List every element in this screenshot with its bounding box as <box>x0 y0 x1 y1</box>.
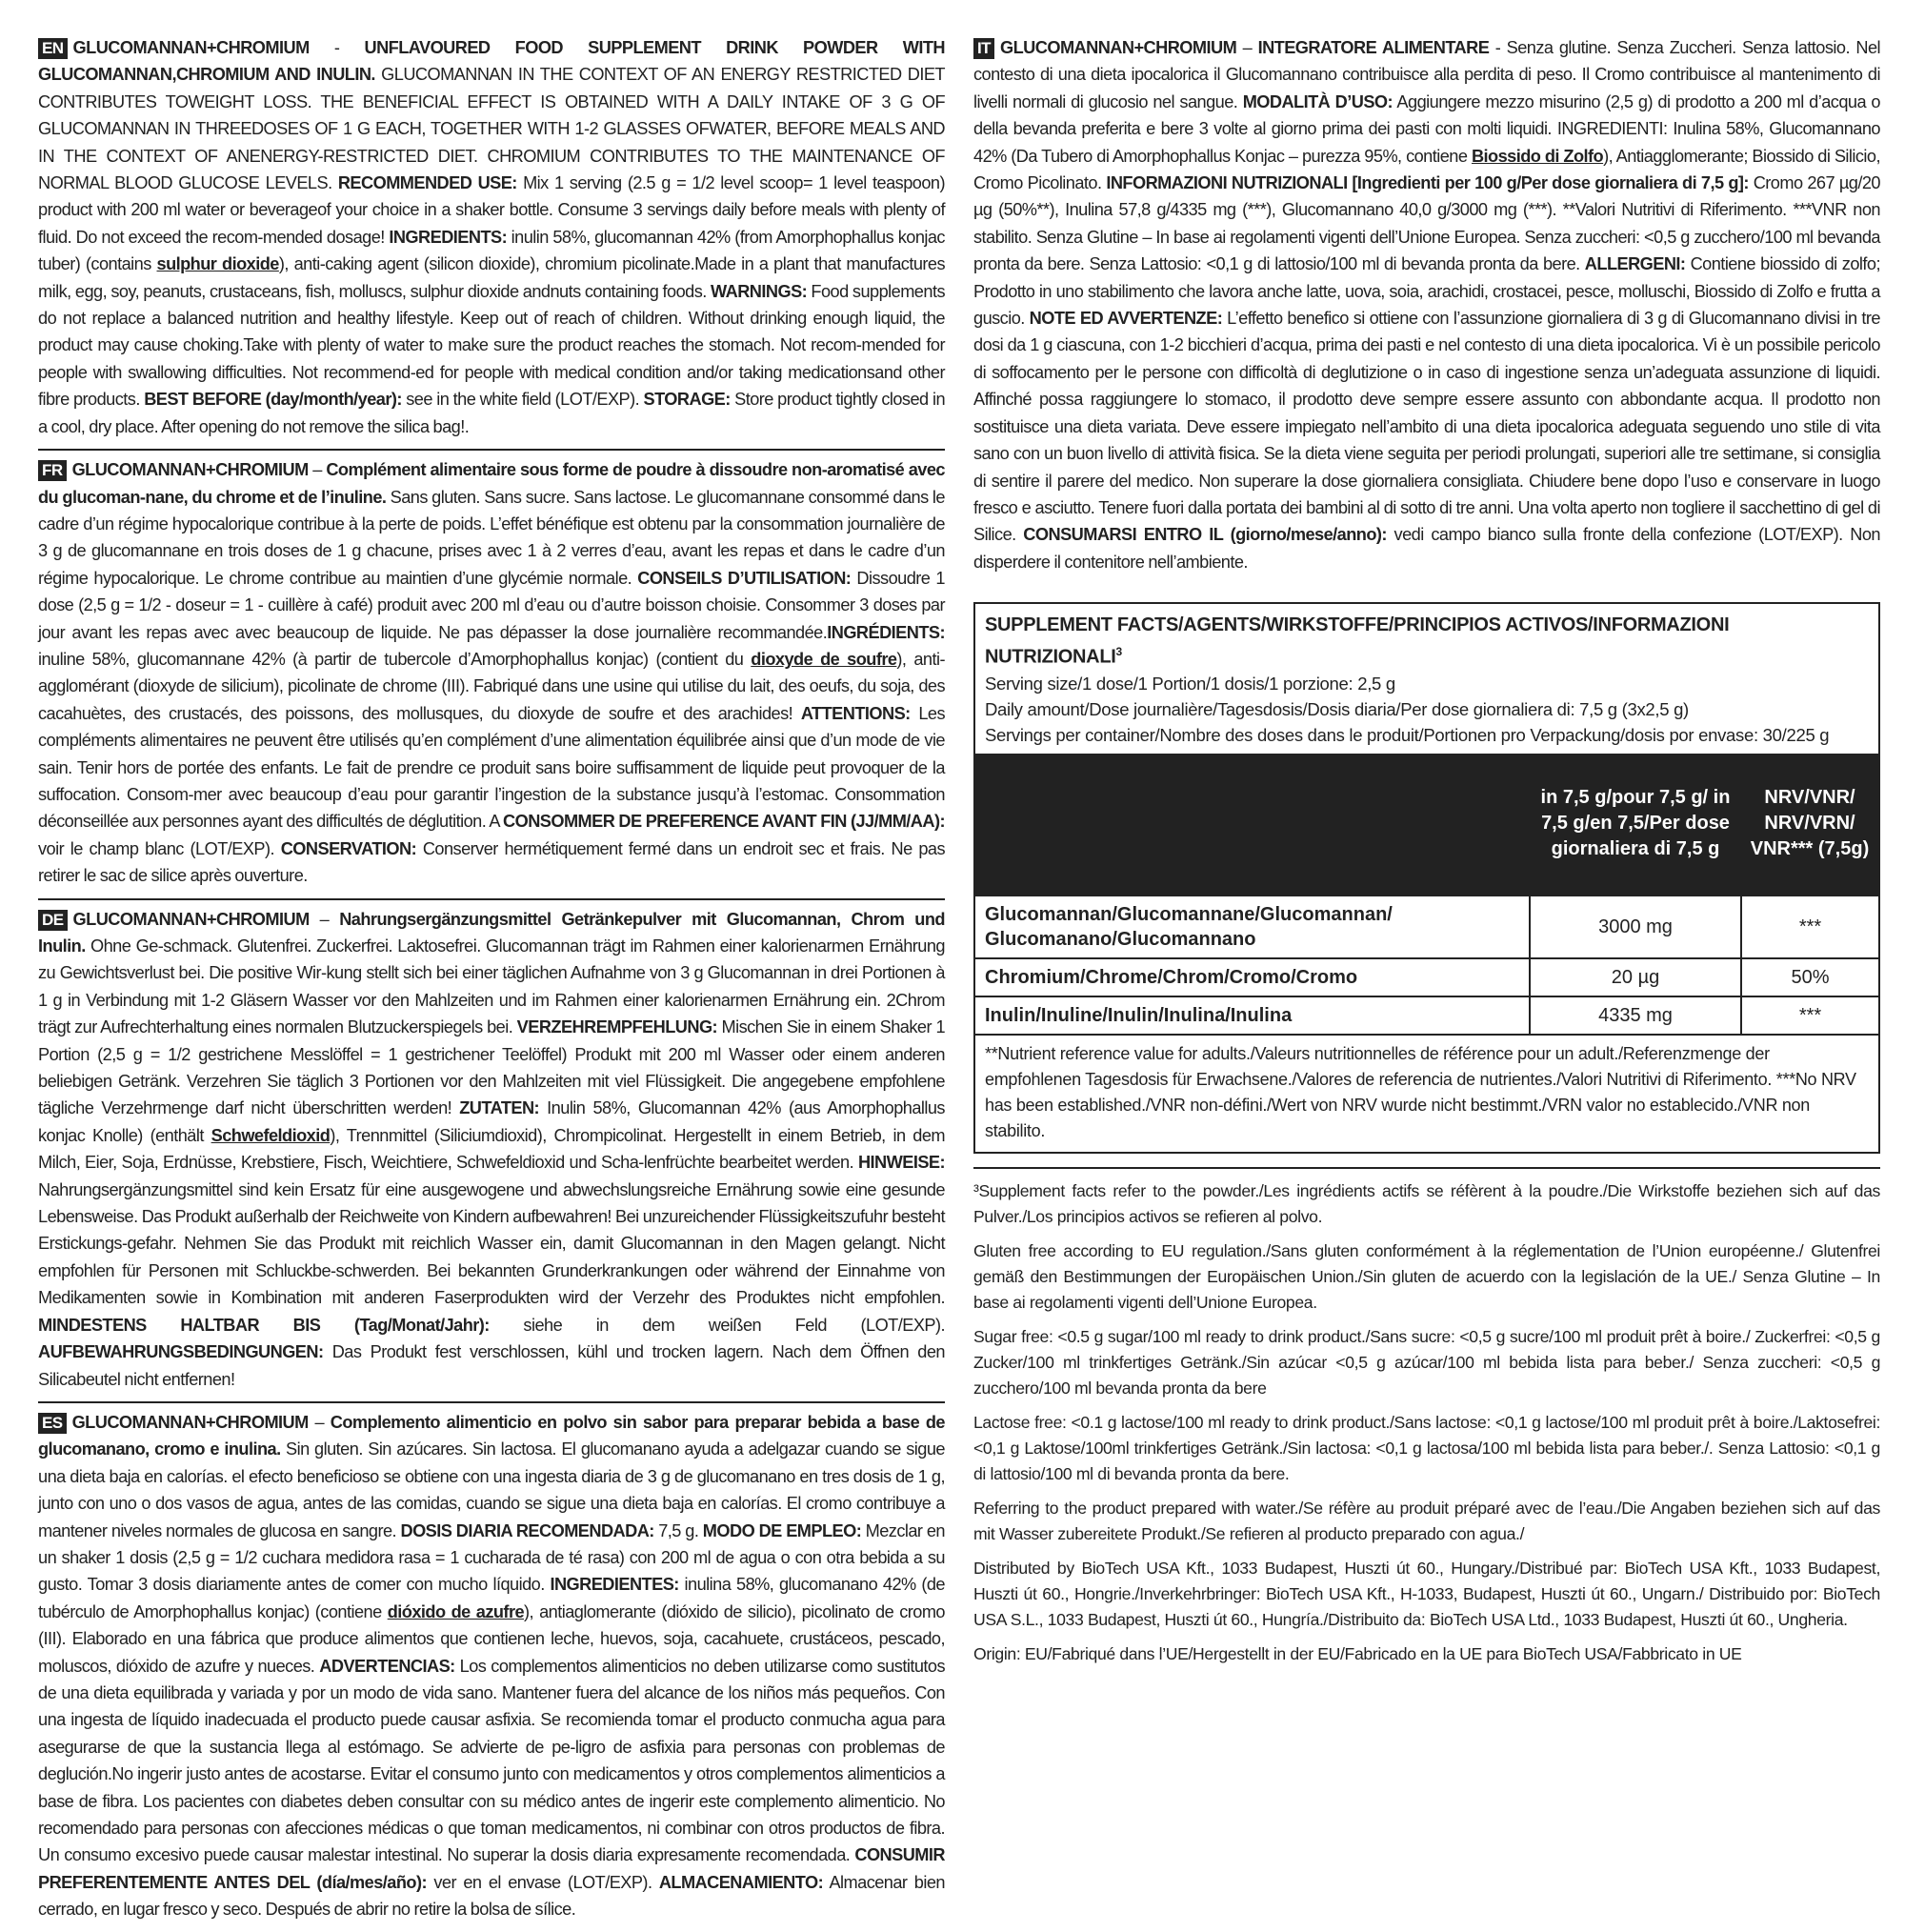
note-lactose-free: Lactose free: <0.1 g lactose/100 ml ready to drink product./Sans lactose: <0,1 g lactose/100 ml produit prêt à boire./Laktosefrei: <0,1 g Laktose/100ml trinkfertiges Getränk./Sin lactosa: <0,1 g lactosa/100 ml bebida lista para beber./. Senza Lattosio: <0,1 g di lattosio/100 ml di bevanda pronta da bere. <box>973 1412 1880 1483</box>
column-header-name <box>975 754 1530 896</box>
body-text: Almacenar bien cerrado, en lugar fresco y seco. Después de abrir no retire la bolsa de sílice. <box>38 1872 945 1920</box>
product-subtitle: INTEGRATORE ALIMENTARE <box>1257 38 1490 57</box>
body-text: ), Trennmittel (Siliciumdioxid), Chrompicolinat. Hergestellt in einem Betrieb, in dem Milch, Eier, Soja, Erdnüsse, Krebstiere, Fisch, Weichtiere, Schwefeldioxid und Scha-lenfrüchte bearbeitet werden. <box>38 1125 945 1173</box>
product-subtitle: Nahrungsergänzungsmittel Getränkepulver mit Glucomannan, Chrom und Inulin. <box>38 909 945 956</box>
footnote-marker: 3 <box>1115 645 1122 659</box>
note-origin: Origin: EU/Fabriqué dans l’UE/Hergestellt in der EU/Fabricado en la UE para BioTech USA/Fabbricato in UE <box>973 1643 1742 1663</box>
table-header-row <box>975 754 1878 896</box>
body-text: siehe in dem weißen Feld (LOT/EXP). <box>489 1315 945 1335</box>
nutrient-amount: 20 µg <box>1530 958 1741 996</box>
body-text: Sin gluten. Sin azúcares. Sin lactosa. El glucomanano ayuda a adelgazar cuando se sigue una dieta baja en calorías. el efecto beneficioso se obtiene con una ingesta diaria de 3 g de glucomanano en tres dosis de 1 g, junto con uno o dos vasos de agua, antes de las comidas, cuando se sigue una dieta baja en calorías. El cromo contribuye a mantener niveles normales de glucosa en sangre. <box>38 1439 945 1540</box>
heading-warnings: HINWEISE: <box>857 1153 945 1173</box>
separator: - <box>309 38 365 57</box>
heading-ingredients: INGREDIENTES: <box>550 1575 679 1595</box>
product-title: GLUCOMANNAN+CHROMIUM <box>71 1412 309 1432</box>
allergen: Schwefeldioxid <box>211 1125 331 1145</box>
separator: – <box>308 1412 331 1432</box>
heading-storage: STORAGE: <box>643 390 731 410</box>
language-badge-en: EN <box>38 38 68 59</box>
nutrient-name: Inulin/Inuline/Inulin/Inulina/Inulina <box>975 996 1530 1034</box>
heading-ingredients: ZUTATEN: <box>459 1098 540 1118</box>
body-text: vedi campo bianco sulla fronte della confezione (LOT/EXP). Non disperdere il contenitore nell’ambiente. <box>973 525 1881 572</box>
heading-usage: CONSEILS D’UTILISATION: <box>637 568 852 588</box>
note-prepared-with-water: Referring to the product prepared with water./Se réfère au produit préparé avec de l’eau./Die Angaben beziehen sich auf das mit Wasser zubereitete Produkt./Se refieren al producto preparado con agua./ <box>973 1498 1880 1543</box>
allergen: dioxyde de soufre <box>751 649 897 669</box>
separator: – <box>308 460 327 480</box>
nutrient-nrv: *** <box>1741 996 1878 1034</box>
body-text: L’effetto benefico si ottiene con l’assunzione giornaliera di 3 g di Glucomannano divisi in tre dosi da 1 g ciascuna, con 1-2 bicchieri d’acqua, prima dei pasti e nel contesto di una dieta ipocalorica. Vi è un possibile pericolo di soffocamento per le persone con difficoltà di deglutizione o in caso di ingestione senza un’adeguata assunzione di liquidi. Affinché possa raggiungere lo stomaco, il prodotto deve sempre essere assunto con abbondante acqua. Il prodotto non sostituisce una dieta variata. Deve essere impiegato nell’ambito di una dieta ipocalorica adeguata seguendo uno stile di vita sano con un buon livello di attività fisica. Se la dieta viene seguita per periodi prolungati, superiori alle tre settimane, si consiglia di sentire il parere del medico. Non superare la dose giornaliera consigliata. Chiudere bene dopo l’uso e conservare in luogo fresco e asciutto. Tenere fuori dalla portata dei bambini al di sotto di tre anni. Una volta aperto non togliere il sacchettino di gel di Silice. <box>973 309 1880 545</box>
body-text: voir le champ blanc (LOT/EXP). <box>38 838 281 858</box>
heading-usage: MODALITÀ D’USO: <box>1242 91 1394 111</box>
body-text: ver en el envase (LOT/EXP). <box>426 1872 659 1892</box>
table-row <box>975 996 1878 1034</box>
body-text: ), antiaglomerante (dióxido de silicio), picolinato de cromo (III). Elaborado en una fábrica que produce alimentos que contienen leche, huevos, soja, cacahuete, crustáceos, pescado, moluscos, dióxido de azufre y nueces. <box>38 1601 945 1676</box>
supplement-facts-box <box>973 602 1880 1154</box>
right-column <box>973 34 1880 1676</box>
heading-daily-dose: DOSIS DIARIA RECOMENDADA: <box>400 1520 654 1540</box>
body-text: Les compléments alimentaires ne peuvent être utilisés qu’en complément d’une alimentation équilibrée ainsi que d’un mode de vie sain. Tenir hors de portée des enfants. Le fait de prendre ce produit sans boire suffisamment de liquide peut provoquer de la suffocation. Consom-mer avec beaucoup d’eau pour garantir l’ingestion de la substance jusqu’à l’estomac. Consommation déconseillée aux personnes ayant des difficultés de déglutition. A <box>38 703 945 832</box>
separator: – <box>1236 38 1258 57</box>
heading-best-before: CONSUMARSI ENTRO IL (giorno/mese/anno): <box>1023 525 1387 545</box>
section-de <box>38 906 945 1393</box>
language-badge-de: DE <box>38 910 68 931</box>
body-text: Mischen Sie in einem Shaker 1 Portion (2,5 g = 1/2 gestrichene Messlöffel = 1 gestrichener Teelöffel) Produkt mit 200 ml Wasser oder einem anderen beliebigen Getränk. Verzehren Sie täglich 3 Portionen vor den Mahlzeiten mit viel Flüssigkeit. Die angegebene empfohlene tägliche Verzehrmenge darf nicht überschritten werden! <box>38 1017 946 1118</box>
heading-warnings: NOTE ED AVVERTENZE: <box>1029 309 1223 329</box>
body-text: Mix 1 serving (2.5 g = 1/2 level scoop= 1 level teaspoon) product with 200 ml water or beverageof your choice in a shaker bottle. Consume 3 servings daily before meals with plenty of fluid. Do not exceed the recom-mended dosage! <box>38 173 945 247</box>
allergen: sulphur dioxide <box>156 254 279 274</box>
column-header-nrv: NRV/VNR/ NRV/VRN/ VNR*** (7,5g) <box>1741 754 1878 896</box>
body-text: Cromo 267 µg/20 µg (50%**), Inulina 57,8 g/4335 mg (***), Glucomannano 40,0 g/3000 mg (***). **Valori Nutritivi di Riferimento. ***VNR non stabilito. Senza Glutine – In base ai regolamenti vigenti dell’Unione Europea. Senza zuccheri: <0,5 g zucchero/100 ml bevanda pronta da bere. Senza Lattosio: <0,1 g di lattosio/100 ml di bevanda pronta da bere. <box>973 173 1880 274</box>
body-text: Inulin 58%, Glucomannan 42% (aus Amorphophallus konjac Knolle) (enthält <box>38 1098 945 1145</box>
body-text: Los complementos alimenticios no deben utilizarse como sustitutos de una dieta equilibrada y variada y por un modo de vida sano. Mantener fuera del alcance de los niños más pequeños. Con una ingesta de líquido inadecuada el producto puede causar asfixia. Se recomienda tomar el producto conmucha agua para asegurarse de que la sustancia llega al estómago. Se advierte de pe-ligro de asfixia para personas con problemas de deglución.No ingerir justo antes de acostarse. Evitar el consumo junto con medicamentos y otros complementos alimenticios a base de fibra. Los pacientes con diabetes deben consultar con su médico antes de ingerir este complemento alimenticio. No recomendado para personas con afecciones médicas o que toman medicamentos, ni combinar con otros productos de fibra. Un consumo excesivo puede causar malestar intestinal. No superar la dosis diaria expresamente recomendada. <box>38 1656 945 1865</box>
body-text: - Senza glutine. Senza Zuccheri. Senza lattosio. Nel contesto di una dieta ipocalorica il Glucomannano contribuisce alla perdita di peso. Il Cromo contribuisce al mantenimento di livelli normali di glucosio nel sangue. <box>973 38 1881 111</box>
body-text: Aggiungere mezzo misurino (2,5 g) di prodotto a 200 ml d’acqua o della bevanda preferita e bere 3 volte al giorno prima dei pasti con molti liquidi. INGREDIENTI: Inulina 58%, Glucomannano 42% (Da Tubero di Amorphophallus Konjac – purezza 95%, contiene <box>973 91 1880 166</box>
heading-usage: MODO DE EMPLEO: <box>702 1520 862 1540</box>
body-text: Sans gluten. Sans sucre. Sans lactose. Le glucomannane consommé dans le cadre d’un régime hypocalorique contribue à la perte de poids. L’effet bénéfique est obtenu par la consommation journalière de 3 g de glucomannane en trois doses de 1 g chacune, prises avec 1 à 2 verres d’eau, avant les repas et dans le cadre d’un régime hypocalorique. Le chrome contribue au maintien d’une glycémie normale. <box>38 487 945 588</box>
body-text: inulina 58%, glucomanano 42% (de tubérculo de Amorphophallus konjac) (contiene <box>38 1575 945 1621</box>
heading-storage: CONSERVATION: <box>280 838 417 858</box>
note-distributor: Distributed by BioTech USA Kft., 1033 Budapest, Huszti út 60., Hungary./Distribué par: BioTech USA Kft., 1033 Budapest, Huszti út 60., Hongrie./Inverkehrbringer: BioTech USA Kft., H-1033, Budapest, Huszti út 60., Ungarn./ Distribuido por: BioTech USA S.L., 1033 Budapest, Huszti út 60., Hungría./Distribuito da: BioTech USA Ltd., 1033 Budapest, Huszti út 60., Ungheria. <box>973 1558 1880 1629</box>
nutrient-nrv: *** <box>1741 896 1878 958</box>
heading-best-before: BEST BEFORE (day/month/year): <box>144 390 402 410</box>
nutrient-amount: 4335 mg <box>1530 996 1741 1034</box>
label-notes <box>973 1167 1880 1667</box>
nutrient-nrv: 50% <box>1741 958 1878 996</box>
product-title: GLUCOMANNAN+CHROMIUM <box>71 460 309 480</box>
heading-ingredients: INGRÉDIENTS: <box>827 622 945 642</box>
body-text: Mezclar en un shaker 1 dosis (2,5 g = 1/2 cuchara medidora rasa = 1 cucharada de té rasa) con 200 ml de agua o con otra bebida a su gusto. Tomar 3 dosis diariamente antes de comer con mucho líquido. <box>38 1520 945 1595</box>
section-es <box>38 1409 945 1923</box>
heading-allergens: ALLERGENI: <box>1584 254 1686 274</box>
language-badge-fr: FR <box>38 460 67 481</box>
heading-storage: ALMACENAMIENTO: <box>658 1872 824 1892</box>
supplement-facts-title <box>985 612 1869 671</box>
body-text: GLUCOMANNAN IN THE CONTEXT OF AN ENERGY RESTRICTED DIET CONTRIBUTES TOWEIGHT LOSS. THE BENEFICIAL EFFECT IS OBTAINED WITH A DAILY INTAKE OF 3 G OF GLUCOMANNAN IN THREEDOSES OF 1 G EACH, TOGETHER WITH 1-2 GLASSES OFWATER, BEFORE MEALS AND IN THE CONTEXT OF ANENERGY-RESTRICTED DIET. CHROMIUM CONTRIBUTES TO THE MAINTENANCE OF NORMAL BLOOD GLUCOSE LEVELS. <box>38 65 945 193</box>
section-divider <box>38 898 945 900</box>
product-subtitle: Complément alimentaire sous forme de poudre à dissoudre non-aromatisé avec du glucoman-nane, du chrome et de l’inuline. <box>38 460 945 507</box>
section-it <box>973 34 1880 575</box>
supplement-facts-header <box>975 604 1878 754</box>
body-text: Food supplements do not replace a balanced nutrition and healthy lifestyle. Keep out of reach of children. Without drinking enough liquid, the product may cause choking.Take with plenty of water to make sure the product reaches the stomach. Not recom-mended for people with swallowing difficulties. Not recommend-ed for people with medical condition and/or taking medicationsand other fibre products. <box>38 281 945 410</box>
allergen: Biossido di Zolfo <box>1471 146 1604 166</box>
heading-nutrition-info: INFORMAZIONI NUTRIZIONALI [Ingredienti per 100 g/Per dose giornaliera di 7,5 g]: <box>1106 173 1749 193</box>
product-subtitle: UNFLAVOURED FOOD SUPPLEMENT DRINK POWDER WITH GLUCOMANNAN,CHROMIUM AND INULIN. <box>38 38 945 85</box>
column-header-amount: in 7,5 g/pour 7,5 g/ in 7,5 g/en 7,5/Per dose giornaliera di 7,5 g <box>1530 754 1741 896</box>
table-row <box>975 896 1878 958</box>
body-text: ), anti-caking agent (silicon dioxide), chromium picolinate.Made in a plant that manufactures milk, egg, soy, peanuts, crustaceans, fish, molluscs, sulphur dioxide andnuts containing foods. <box>38 254 946 301</box>
nrv-footnote: **Nutrient reference value for adults./Valeurs nutritionnelles de référence pour un adult./Referenzmenge der empfohlenen Tagesdosis für Erwachsene./Valores de referencia de nutrientes./Valori Nutritivi di Riferimento. ***No NRV has been established./VNR non-défini./Wert von NRV wurde nicht bestimmt./VRN valor no establecido./VNR non stabilito. <box>975 1034 1878 1152</box>
heading-best-before: MINDESTENS HALTBAR BIS (Tag/Monat/Jahr): <box>38 1315 490 1335</box>
body-text: Contiene biossido di zolfo; Prodotto in uno stabilimento che lavora anche latte, uova, soia, arachidi, crostacei, pesce, molluschi, Biossido di Zolfo e frutta a guscio. <box>973 254 1880 329</box>
section-divider <box>38 1401 945 1403</box>
product-title: GLUCOMANNAN+CHROMIUM <box>72 909 310 929</box>
separator: – <box>309 909 340 929</box>
product-subtitle: Complemento alimenticio en polvo sin sabor para preparar bebida a base de glucomanano, cromo e inulina. <box>38 1412 945 1459</box>
allergen: dióxido de azufre <box>387 1601 525 1621</box>
section-fr <box>38 456 945 890</box>
body-text: Dissoudre 1 dose (2,5 g = 1/2 - doseur = 1 - cuillère à café) produit avec 200 ml d’eau ou d’autre boisson choisie. Consommer 3 doses par jour avant les repas avec avec beaucoup de liquide. Ne pas dépasser la dose journalière recommandée. <box>38 568 946 642</box>
heading-best-before: CONSUMIR PREFERENTEMENTE ANTES DEL (día/mes/año): <box>38 1845 945 1892</box>
language-badge-es: ES <box>38 1413 67 1434</box>
heading-ingredients: INGREDIENTS: <box>389 227 508 247</box>
supplement-facts-title-text: SUPPLEMENT FACTS/AGENTS/WIRKSTOFFE/PRINCIPIOS ACTIVOS/INFORMAZIONI NUTRIZIONALI <box>985 614 1730 668</box>
body-text: 7,5 g. <box>653 1520 703 1540</box>
body-text: inuline 58%, glucomannane 42% (à partir de tubercole d’Amorphophallus konjac) (contient du <box>38 649 752 669</box>
heading-storage: AUFBEWAHRUNGSBEDINGUNGEN: <box>38 1342 324 1362</box>
heading-warnings: WARNINGS: <box>711 281 808 301</box>
serving-size: Serving size/1 dose/1 Portion/1 dosis/1 porzione: 2,5 g <box>985 673 1395 694</box>
daily-amount: Daily amount/Dose journalière/Tagesdosis/Dosis diaria/Per dose giornaliera di: 7,5 g (3x2,5 g) <box>985 698 1689 719</box>
body-text: see in the white field (LOT/EXP). <box>401 390 644 410</box>
section-divider <box>38 449 945 451</box>
body-text: Das Produkt fest verschlossen, kühl und trocken lagern. Nach dem Öffnen den Silicabeutel nicht entfernen! <box>38 1342 945 1389</box>
heading-best-before: CONSOMMER DE PREFERENCE AVANT FIN (JJ/MM/AA): <box>503 812 945 832</box>
table-row <box>975 958 1878 996</box>
body-text: Store product tightly closed in a cool, dry place. After opening do not remove the silica bag!. <box>38 390 946 436</box>
product-title: GLUCOMANNAN+CHROMIUM <box>72 38 310 57</box>
product-title: GLUCOMANNAN+CHROMIUM <box>1000 38 1237 57</box>
supplement-facts-table <box>975 754 1878 1034</box>
nutrient-name: Chromium/Chrome/Chrom/Cromo/Cromo <box>975 958 1530 996</box>
body-text: ), Antiagglomerante; Biossido di Silicio, Cromo Picolinato. <box>973 146 1880 193</box>
nutrient-name: Glucomannan/Glucomannane/Glucomannan/ Glucomanano/Glucomannano <box>975 896 1530 958</box>
note-powder: ³Supplement facts refer to the powder./Les ingrédients actifs se réfèrent à la poudre./Die Wirkstoffe beziehen sich auf das Pulver./Los principios activos se refieren al polvo. <box>973 1180 1880 1226</box>
language-badge-it: IT <box>973 38 994 59</box>
body-text: Conserver hermétiquement fermé dans un endroit sec et frais. Ne pas retirer le sac de silice après ouverture. <box>38 838 946 886</box>
body-text: Ohne Ge-schmack. Glutenfrei. Zuckerfrei. Laktosefrei. Glucomannan trägt im Rahmen einer kalorienarmen Ernährung zu Gewichtsverlust bei. Die positive Wir-kung stellt sich bei einer täglichen Aufnahme von 3 g Glucomannan in drei Portionen à 1 g in Verbindung mit 1-2 Gläsern Wasser vor den Mahlzeiten und im Rahmen einer kalorienarmen Ernährung ein. 2Chrom trägt zur Aufrechterhaltung eines normalen Blutzuckerspiegels bei. <box>38 936 945 1037</box>
body-text: inulin 58%, glucomannan 42% (from Amorphophallus konjac tuber) (contains <box>38 227 945 274</box>
heading-recommended-use: RECOMMENDED USE: <box>337 173 517 193</box>
body-text: Nahrungsergänzungsmittel sind kein Ersatz für eine ausgewogene und abwechslungsreiche Ernährung sowie eine gesunde Lebensweise. Das Produkt außerhalb der Reichweite von Kindern aufbewahren! Bei unzureichender Flüssigkeitszufuhr besteht Erstickungs-gefahr. Nehmen Sie das Produkt mit reichlich Wasser ein, damit Glucomannan in den Magen gelangt. Nicht empfohlen für Personen mit Schluckbe-schwerden. Bei bekannten Grunderkrankungen oder während der Einnahme von Medikamenten sowie in Kombination mit anderen Faserprodukten wird der Verzehr des Produktes nicht empfohlen. <box>38 1179 945 1308</box>
heading-usage: VERZEHREMPFEHLUNG: <box>516 1017 718 1037</box>
heading-warnings: ADVERTENCIAS: <box>319 1656 455 1676</box>
nutrient-amount: 3000 mg <box>1530 896 1741 958</box>
note-gluten-free: Gluten free according to EU regulation./Sans gluten conformément à la réglementation de l’Union européenne./ Glutenfrei gemäß den Bestimmungen der Europäischen Union./Sin gluten de acuerdo con la legislación de la UE./ Senza Glutine – In base ai regolamenti vigenti dell’Unione Europea. <box>973 1240 1880 1312</box>
note-sugar-free: Sugar free: <0.5 g sugar/100 ml ready to drink product./Sans sucre: <0,5 g sucre/100 ml produit prêt à boire./ Zuckerfrei: <0,5 g Zucker/100 ml trinkfertiges Getränk./Sin azúcar <0,5 g azúcar/100 ml bebida lista para beber./ Senza zuccheri: <0,5 g zucchero/100 ml bevanda pronta da bere <box>973 1326 1880 1398</box>
left-column <box>38 34 945 1932</box>
servings-per-container: Servings per container/Nombre des doses dans le produit/Portionen pro Verpackung/dosis por envase: 30/225 g <box>985 724 1830 745</box>
section-en <box>38 34 945 440</box>
heading-warnings: ATTENTIONS: <box>800 703 911 723</box>
body-text: ), anti-agglomérant (dioxyde de silicium), picolinate de chrome (III). Fabriqué dans une usine qui utilise du lait, des oeufs, du soja, des cacahuètes, des crustacés, des poissons, des mollusques, du dioxyde de soufre et des arachides! <box>38 649 945 723</box>
